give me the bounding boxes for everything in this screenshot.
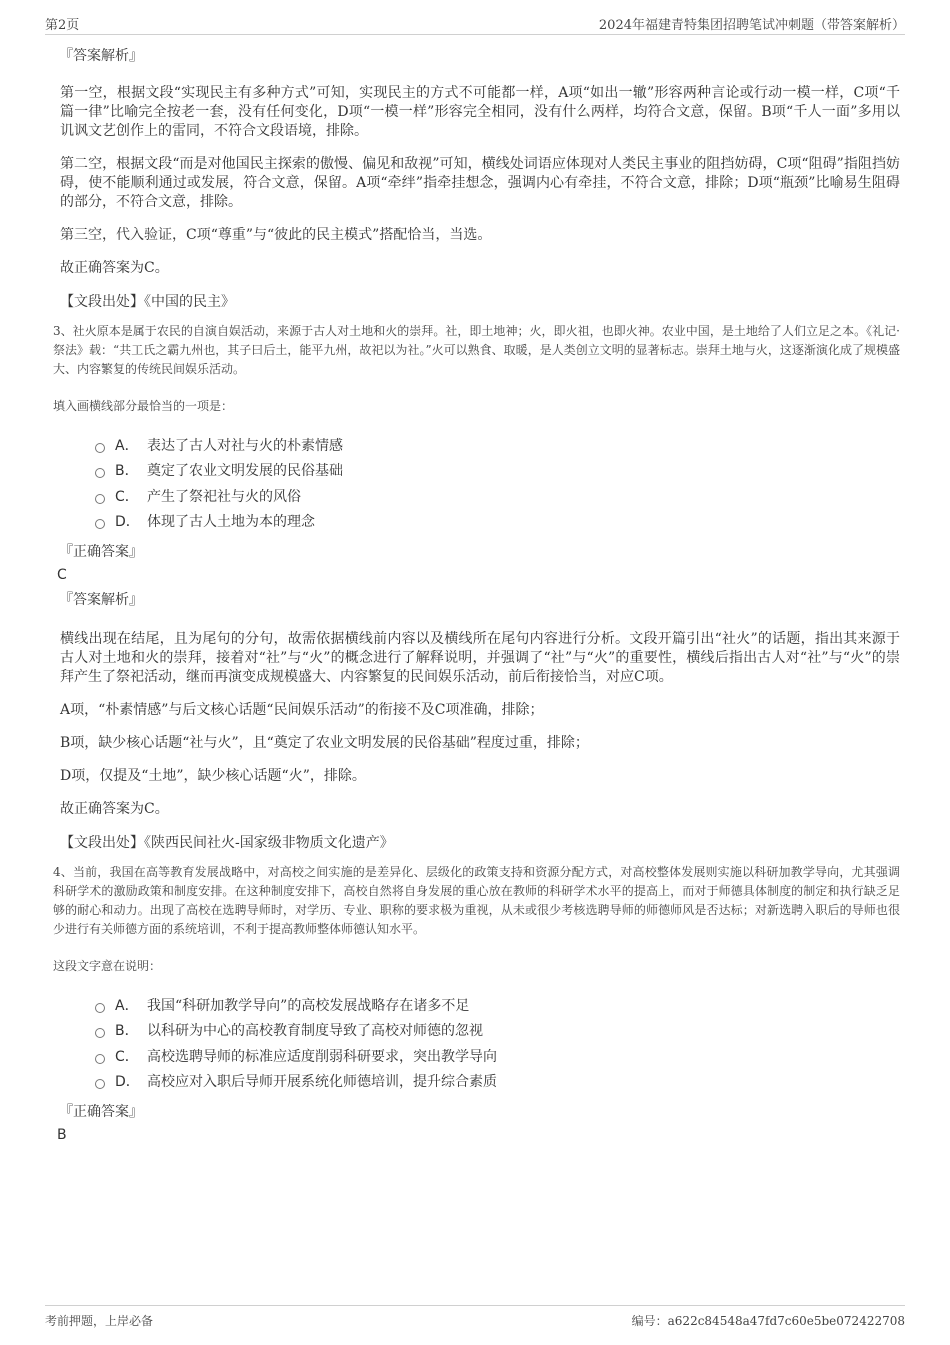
- source-citation: 【文段出处】《陕西民间社火-国家级非物质文化遗产》: [60, 835, 394, 851]
- analysis-paragraph: 第二空，根据文段“而是对他国民主探索的傲慢、偏见和敌视”可知，横线处词语应体现对人类民主事业的阻挡妨碍，C项“阻碍”指阻挡妨碍，使不能顺利通过或发展，符合文意，保留。A项“牵绊”指牵挂想念，强调内心有牵挂，不符合文意，排除；D项“瓶颈”比喻易生阻碍的部分，不符合文意，排除。: [60, 156, 900, 210]
- document-title: 2024年福建青特集团招聘笔试冲刺题（带答案解析）: [598, 18, 905, 33]
- option-d[interactable]: D． 体现了古人土地为本的理念: [95, 509, 900, 535]
- question-3: [53, 322, 900, 534]
- analysis-paragraph: B项，缺少核心话题“社与火”，且“奠定了农业文明发展的民俗基础”程度过重，排除；: [60, 735, 589, 751]
- correct-answer: B: [57, 1127, 67, 1143]
- page-number: 第2页: [45, 18, 80, 33]
- source-citation: 【文段出处】《中国的民主》: [60, 294, 235, 310]
- radio-icon[interactable]: [95, 1079, 105, 1089]
- option-text: 以科研为中心的高校教育制度导致了高校对师德的忽视: [147, 1023, 483, 1040]
- correct-answer: C: [57, 567, 67, 583]
- footer-slogan: 考前押题，上岸必备: [45, 1314, 154, 1328]
- question-4: [53, 863, 900, 1094]
- radio-icon[interactable]: [95, 519, 105, 529]
- radio-icon[interactable]: [95, 494, 105, 504]
- option-text: 奠定了农业文明发展的民俗基础: [147, 463, 343, 480]
- analysis-tag: 『答案解析』: [59, 48, 143, 64]
- radio-icon[interactable]: [95, 443, 105, 453]
- document-code: 编号：a622c84548a47fd7c60e5be072422708: [631, 1314, 905, 1328]
- radio-icon[interactable]: [95, 468, 105, 478]
- option-d[interactable]: D． 高校应对入职后导师开展系统化师德培训，提升综合素质: [95, 1069, 900, 1095]
- conclusion: 故正确答案为C。: [60, 260, 169, 276]
- option-text: 表达了古人对社与火的朴素情感: [147, 437, 343, 454]
- option-text: 产生了祭祀社与火的风俗: [147, 488, 301, 505]
- option-list: [95, 432, 900, 534]
- option-a[interactable]: A． 我国“科研加教学导向”的高校发展战略存在诸多不足: [95, 992, 900, 1018]
- analysis-paragraph: 第一空，根据文段“实现民主有多种方式”可知，实现民主的方式不可能都一样，A项“如出一辙”形容两种言论或行动一模一样，C项“千篇一律”比喻完全按老一套，没有任何变化，D项“一模一样”形容完全相同，没有什么两样，均符合文意，保留。B项“千人一面”多用以讥讽文艺创作上的雷同，不符合文段语境，排除。: [60, 85, 900, 139]
- question-body: 3、社火原本是属于农民的自演自娱活动，来源于古人对土地和火的崇拜。社，即土地神；火，即火祖，也即火神。农业中国，是土地给了人们立足之本。《礼记·祭法》载：“共工氏之霸九州也，其子曰后土，能平九州，故祀以为社。”火可以熟食、取暖，是人类创立文明的显著标志。崇拜土地与火，这逐渐演化成了规模盛大、内容繁复的传统民间娱乐活动。: [53, 324, 900, 376]
- option-text: 高校应对入职后导师开展系统化师德培训，提升综合素质: [147, 1074, 497, 1091]
- radio-icon[interactable]: [95, 1003, 105, 1013]
- option-b[interactable]: B． 奠定了农业文明发展的民俗基础: [95, 458, 900, 484]
- analysis-paragraph: 第三空，代入验证，C项“尊重”与“彼此的民主模式”搭配恰当，当选。: [60, 227, 492, 243]
- correct-answer-tag: 『正确答案』: [59, 1104, 143, 1120]
- option-c[interactable]: C． 产生了祭祀社与火的风俗: [95, 483, 900, 509]
- conclusion: 故正确答案为C。: [60, 801, 169, 817]
- page-header: [45, 14, 905, 35]
- analysis-paragraph: D项，仅提及“土地”，缺少核心话题“火”，排除。: [60, 768, 366, 784]
- option-text: 高校选聘导师的标准应适度削弱科研要求，突出教学导向: [147, 1048, 497, 1065]
- analysis-tag: 『答案解析』: [59, 592, 143, 608]
- radio-icon[interactable]: [95, 1028, 105, 1038]
- question-prompt: 这段文字意在说明：: [53, 959, 162, 973]
- question-prompt: 填入画横线部分最恰当的一项是：: [53, 399, 234, 413]
- option-c[interactable]: C． 高校选聘导师的标准应适度削弱科研要求，突出教学导向: [95, 1043, 900, 1069]
- correct-answer-tag: 『正确答案』: [59, 544, 143, 560]
- page-footer: [45, 1305, 905, 1330]
- option-a[interactable]: A． 表达了古人对社与火的朴素情感: [95, 432, 900, 458]
- analysis-paragraph: 横线出现在结尾，且为尾句的分句，故需依据横线前内容以及横线所在尾句内容进行分析。文段开篇引出“社火”的话题，指出其来源于古人对土地和火的崇拜，接着对“社”与“火”的概念进行了解释说明，并强调了“社”与“火”的重要性，横线后指出古人对“社”与“火”的崇拜产生了祭祀活动，继而再演变成规模盛大、内容繁复的民间娱乐活动，前后衔接恰当，对应C项。: [60, 631, 900, 685]
- main-content: [55, 40, 900, 1146]
- option-text: 体现了古人土地为本的理念: [147, 514, 315, 531]
- option-b[interactable]: B． 以科研为中心的高校教育制度导致了高校对师德的忽视: [95, 1018, 900, 1044]
- option-text: 我国“科研加教学导向”的高校发展战略存在诸多不足: [147, 997, 470, 1014]
- option-list: [95, 992, 900, 1094]
- radio-icon[interactable]: [95, 1054, 105, 1064]
- question-body: 4、当前，我国在高等教育发展战略中，对高校之间实施的是差异化、层级化的政策支持和资源分配方式，对高校整体发展则实施以科研加教学导向，尤其强调科研学术的激励政策和制度安排。在这种制度安排下，高校自然将自身发展的重心放在教师的科研学术水平的提高上，而对于师德具体制度的制定和执行缺乏足够的耐心和动力。出现了高校在选聘导师时，对学历、专业、职称的要求极为重视，从未或很少考核选聘导师的师德师风是否达标；对新选聘入职后的导师也很少进行有关师德方面的系统培训，不利于提高教师整体师德认知水平。: [53, 865, 900, 936]
- analysis-paragraph: A项，“朴素情感”与后文核心话题“民间娱乐活动”的衔接不及C项准确，排除；: [60, 702, 544, 718]
